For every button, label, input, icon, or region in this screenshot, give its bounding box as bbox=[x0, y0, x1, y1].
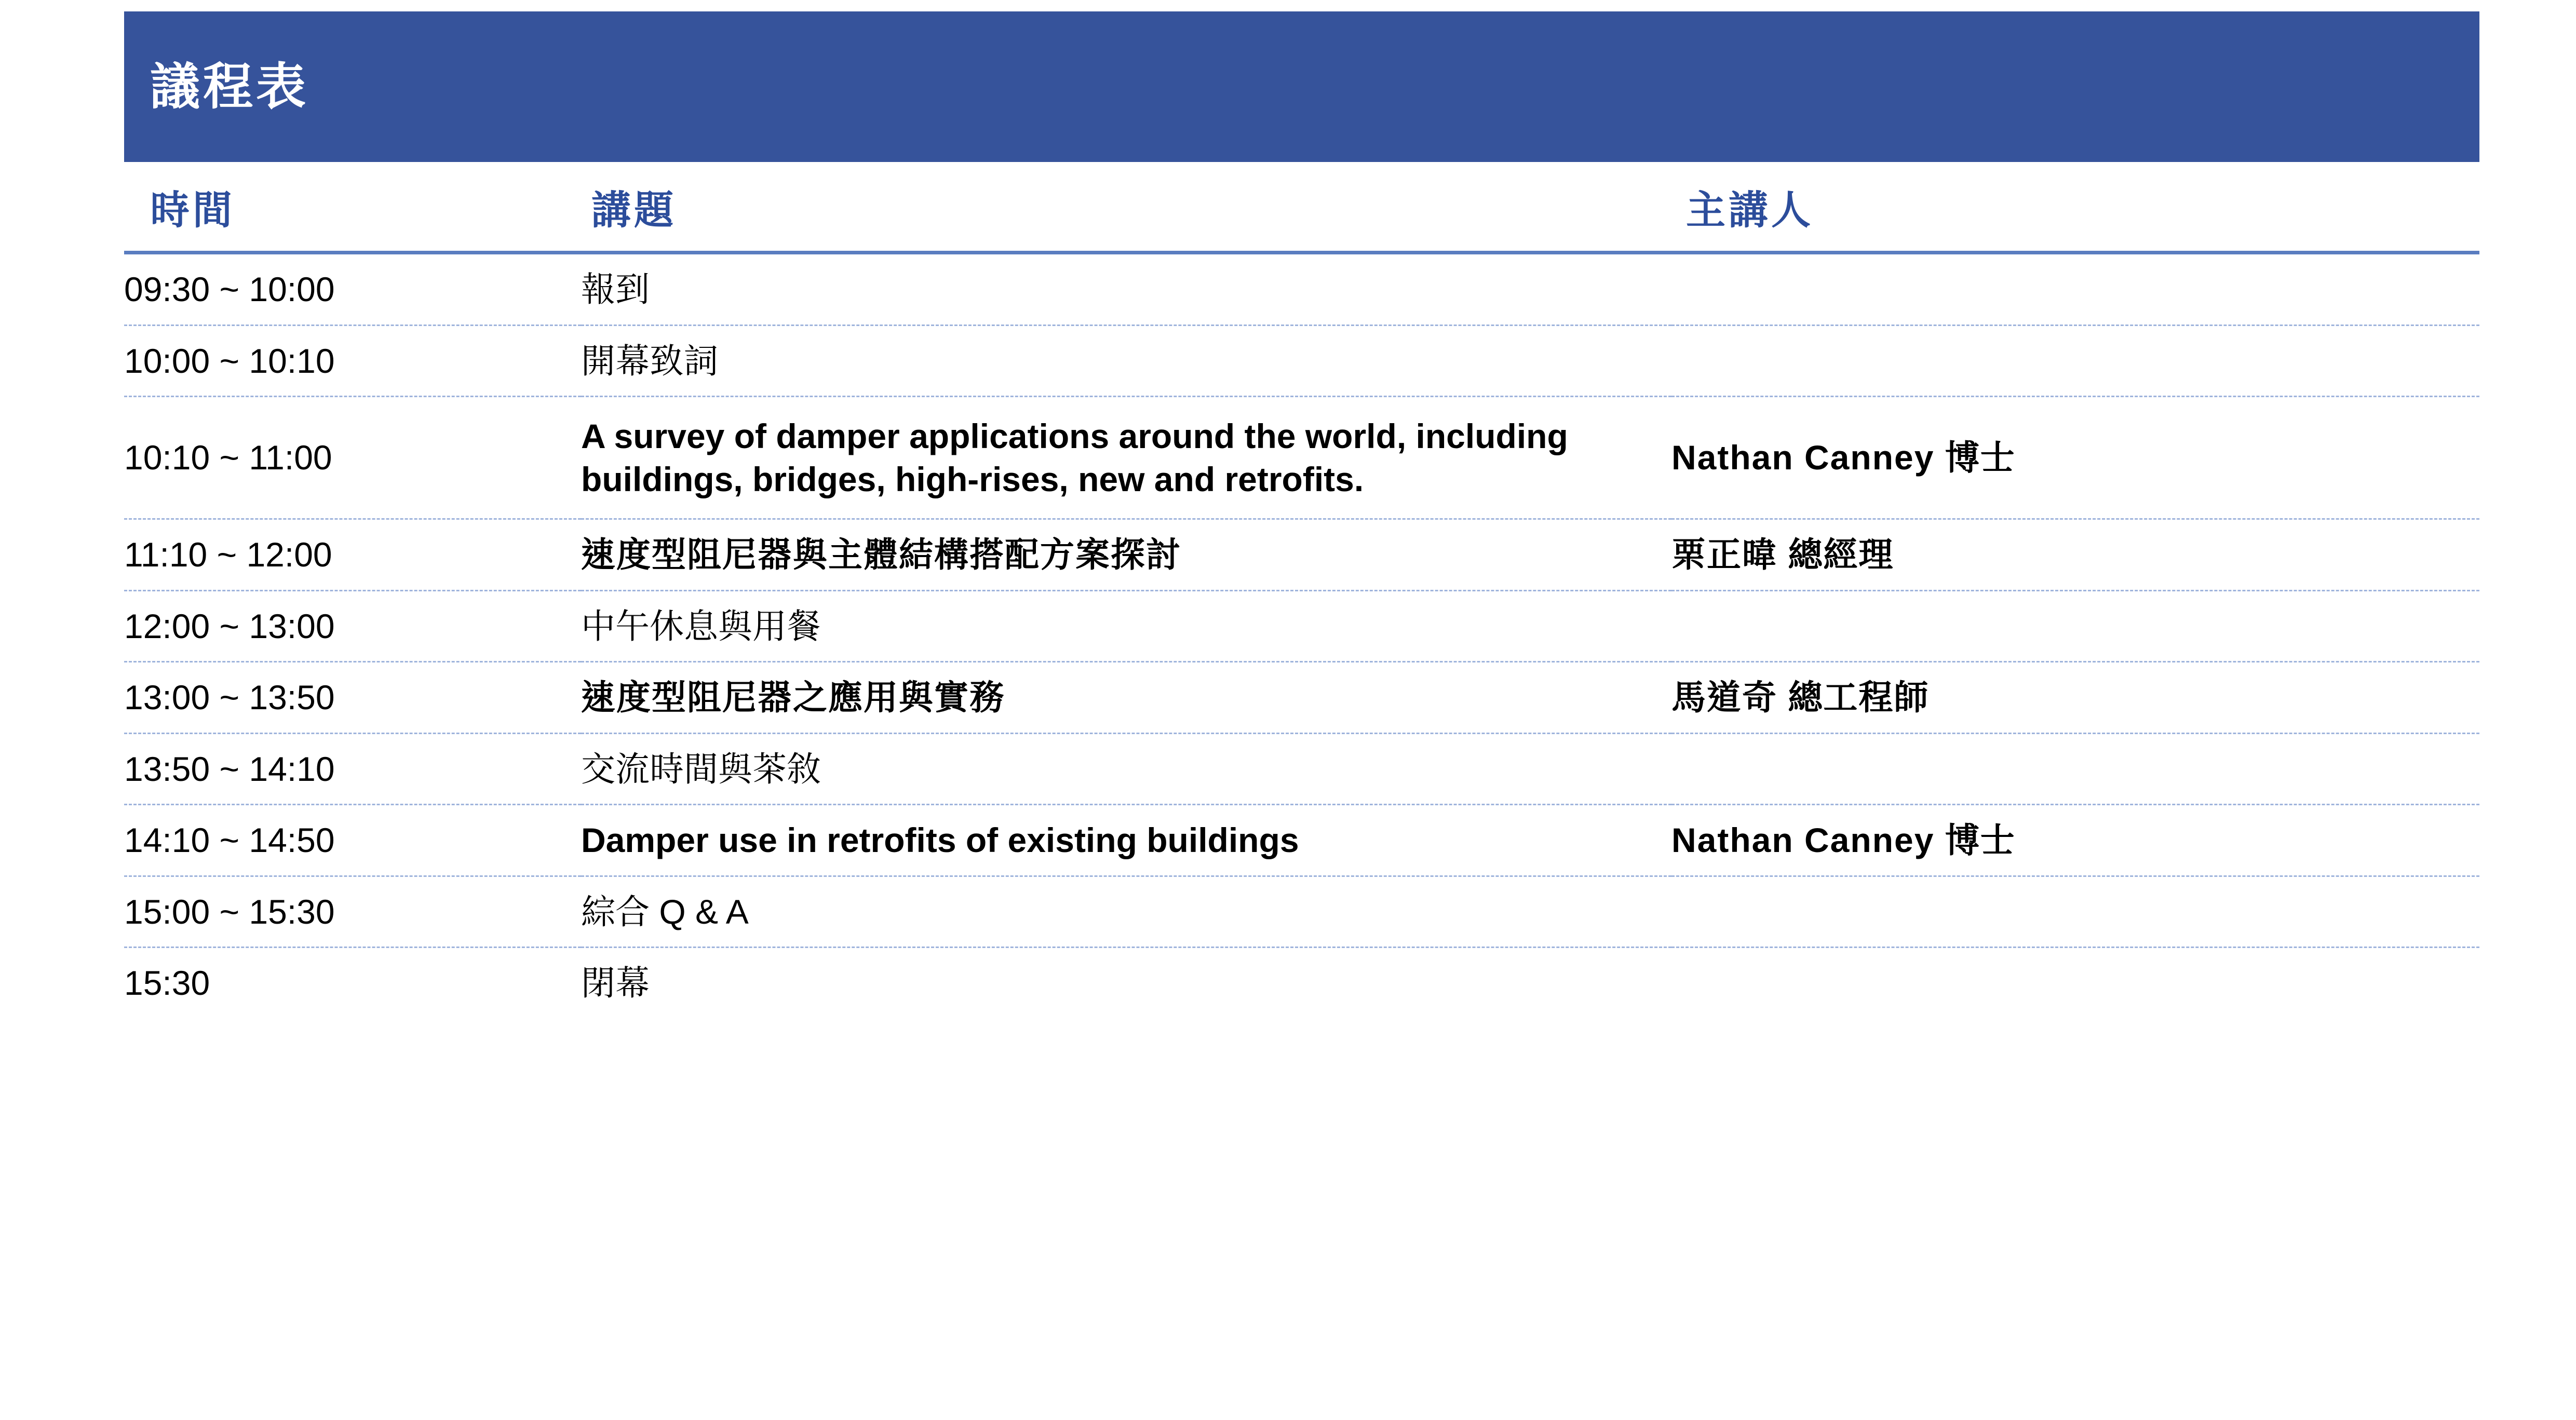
column-header-time: 時間 bbox=[124, 171, 581, 253]
column-header-topic: 講題 bbox=[581, 171, 1671, 253]
table-header-row bbox=[124, 171, 2479, 253]
table-row bbox=[124, 948, 2479, 1018]
table-row bbox=[124, 325, 2479, 397]
page-title: 議程表 bbox=[150, 57, 309, 116]
column-header-speaker: 主講人 bbox=[1671, 171, 2479, 253]
cell-topic: 中午休息與用餐 bbox=[581, 590, 1671, 662]
cell-topic: 報到 bbox=[581, 253, 1671, 326]
cell-speaker: 馬道奇 總工程師 bbox=[1671, 662, 2479, 734]
slide-title-banner bbox=[124, 11, 2479, 162]
table-row bbox=[124, 519, 2479, 591]
cell-time: 15:30 bbox=[124, 964, 210, 1002]
cell-speaker: Nathan Canney 博士 bbox=[1671, 805, 2479, 876]
cell-time: 09:30 ~ 10:00 bbox=[124, 253, 581, 326]
table-row bbox=[124, 253, 2479, 326]
cell-time: 11:10 ~ 12:00 bbox=[124, 519, 581, 591]
table-row bbox=[124, 397, 2479, 519]
cell-topic: 綜合 Q & A bbox=[581, 876, 1671, 948]
cell-topic: Damper use in retrofits of existing buildings bbox=[581, 805, 1671, 876]
cell-speaker bbox=[1671, 253, 2479, 326]
cell-speaker: Nathan Canney 博士 bbox=[1671, 397, 2479, 519]
cell-topic: 速度型阻尼器之應用與實務 bbox=[581, 662, 1671, 734]
agenda-table bbox=[124, 171, 2479, 1018]
cell-speaker bbox=[1671, 948, 2479, 1018]
cell-speaker: 栗正暐 總經理 bbox=[1671, 519, 2479, 591]
table-row bbox=[124, 733, 2479, 805]
cell-topic: 交流時間與茶敘 bbox=[581, 733, 1671, 805]
cell-time: 10:10 ~ 11:00 bbox=[124, 397, 581, 519]
table-row bbox=[124, 662, 2479, 734]
table-row bbox=[124, 590, 2479, 662]
cell-time: 15:00 ~ 15:30 bbox=[124, 876, 581, 948]
cell-speaker bbox=[1671, 590, 2479, 662]
cell-topic: 閉幕 bbox=[581, 964, 650, 1002]
table-row bbox=[124, 876, 2479, 948]
cell-topic: 速度型阻尼器與主體結構搭配方案探討 bbox=[581, 519, 1671, 591]
cell-speaker bbox=[1671, 733, 2479, 805]
table-row bbox=[124, 805, 2479, 876]
cell-time: 10:00 ~ 10:10 bbox=[124, 325, 581, 397]
cell-time: 13:50 ~ 14:10 bbox=[124, 733, 581, 805]
cell-topic: 開幕致詞 bbox=[581, 325, 1671, 397]
table-body bbox=[124, 253, 2479, 1018]
cell-topic: A survey of damper applications around the world, including buildings, bridges, high-rises, new and retrofits. bbox=[581, 397, 1671, 519]
cell-speaker bbox=[1671, 876, 2479, 948]
cell-time: 13:00 ~ 13:50 bbox=[124, 662, 581, 734]
cell-time: 14:10 ~ 14:50 bbox=[124, 805, 581, 876]
cell-time: 12:00 ~ 13:00 bbox=[124, 590, 581, 662]
table-header bbox=[124, 171, 2479, 253]
cell-speaker bbox=[1671, 325, 2479, 397]
